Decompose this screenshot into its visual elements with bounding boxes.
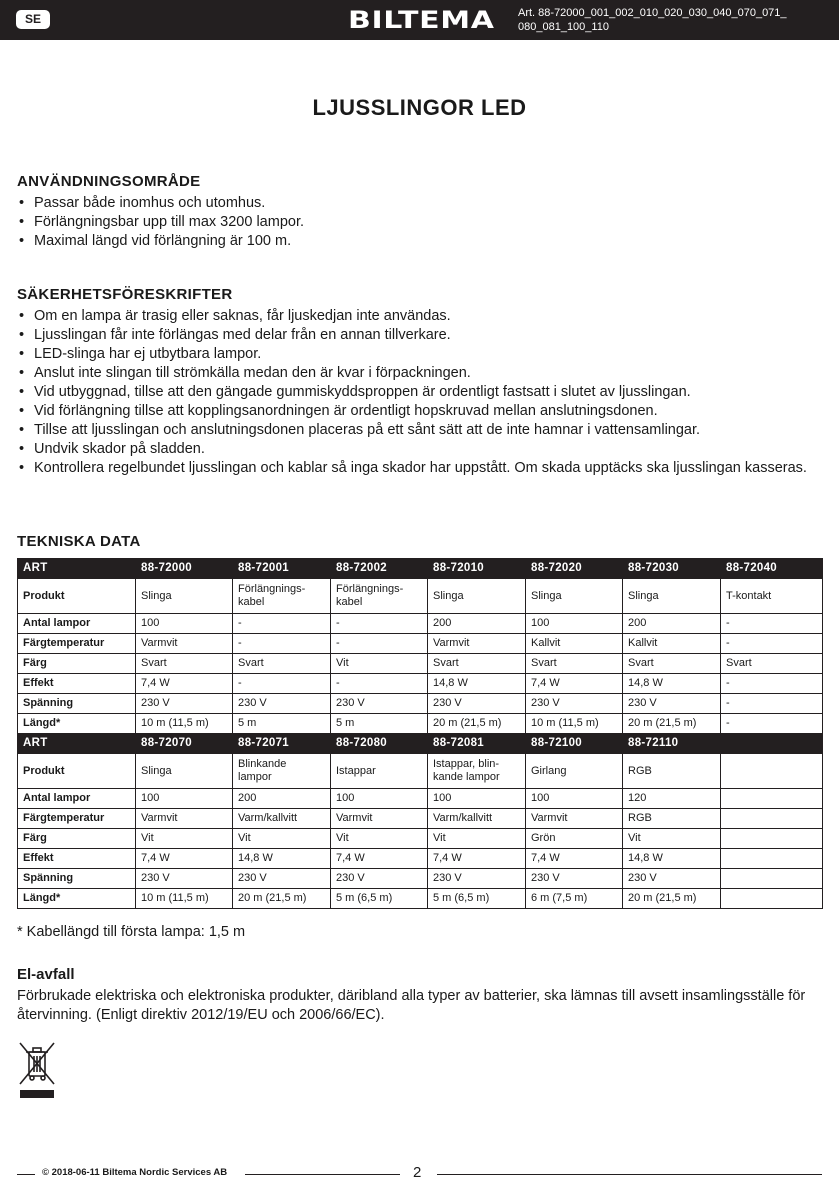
table-cell: Varmvit	[331, 809, 428, 829]
row-label: Längd*	[18, 889, 136, 909]
table-cell: 10 m (11,5 m)	[136, 714, 233, 734]
table-cell: Vit	[233, 829, 331, 849]
list-item: • Passar både inomhus och utomhus.	[17, 194, 827, 213]
article-line-1: Art. 88-72000_001_002_010_020_030_040_070_071_	[518, 7, 787, 19]
table-cell: 230 V	[623, 694, 721, 714]
table-cell: 230 V	[233, 869, 331, 889]
table-cell: Varm/kallvitt	[428, 809, 526, 829]
table-cell: 230 V	[526, 869, 623, 889]
table-cell: 5 m	[331, 714, 428, 734]
table-cell: Slinga	[136, 579, 233, 614]
article-numbers	[518, 6, 834, 34]
safety-list	[17, 307, 827, 478]
table-cell: 200	[428, 614, 526, 634]
table-cell: RGB	[623, 754, 721, 789]
table-cell: Grön	[526, 829, 623, 849]
table-cell: Svart	[136, 654, 233, 674]
table-cell: Girlang	[526, 754, 623, 789]
table-cell: 230 V	[331, 869, 428, 889]
article-number: 88-72110	[623, 734, 721, 754]
row-label: Färg	[18, 829, 136, 849]
table-row	[18, 694, 823, 714]
table-cell: 6 m (7,5 m)	[526, 889, 623, 909]
table-cell: -	[233, 614, 331, 634]
table-cell: 230 V	[331, 694, 428, 714]
table-cell: 20 m (21,5 m)	[233, 889, 331, 909]
list-item: • Tillse att ljusslingan och anslutningsdonen placeras på ett sånt sätt att de inte hamnar i vattensamlingar.	[17, 421, 827, 440]
table-cell: 7,4 W	[136, 849, 233, 869]
row-label: Spänning	[18, 694, 136, 714]
table-cell: Vit	[331, 829, 428, 849]
brand-logo: BILTEMA	[348, 6, 495, 34]
table-cell: Svart	[233, 654, 331, 674]
table-cell: Vit	[331, 654, 428, 674]
table-cell: Kallvit	[526, 634, 623, 654]
row-label: Färg	[18, 654, 136, 674]
list-item: • Om en lampa är trasig eller saknas, får ljuskedjan inte användas.	[17, 307, 827, 326]
table-cell: 20 m (21,5 m)	[623, 714, 721, 734]
table-cell: Istappar	[331, 754, 428, 789]
table-cell: -	[721, 714, 823, 734]
footer-rule-left	[17, 1174, 35, 1175]
art-label: ART	[18, 559, 136, 579]
article-number: 88-72000	[136, 559, 233, 579]
article-number	[721, 734, 823, 754]
table-cell	[721, 869, 823, 889]
usage-list	[17, 194, 827, 251]
table-cell: 14,8 W	[623, 674, 721, 694]
row-label: Spänning	[18, 869, 136, 889]
article-number: 88-72020	[526, 559, 623, 579]
list-item: • Vid förlängning tillse att kopplingsanordningen är ordentligt hopskruvad mellan anslutningsdonen.	[17, 402, 827, 421]
table-row	[18, 579, 823, 614]
table-cell: 14,8 W	[428, 674, 526, 694]
disposal-text: Förbrukade elektriska och elektroniska produkter, däribland alla typer av batterier, ska lämnas till avsett insamlingsställe för återvinning. (Enligt direktiv 2012/19/EU och 2006/66/EC).	[17, 988, 806, 1023]
table-cell: 7,4 W	[136, 674, 233, 694]
table-cell: Vit	[136, 829, 233, 849]
table-cell: RGB	[623, 809, 721, 829]
table-cell	[721, 809, 823, 829]
row-label: Produkt	[18, 579, 136, 614]
table-cell: Varmvit	[136, 634, 233, 654]
table-cell: Slinga	[136, 754, 233, 789]
article-number: 88-72002	[331, 559, 428, 579]
table-cell: 20 m (21,5 m)	[428, 714, 526, 734]
table-cell	[721, 789, 823, 809]
table-cell: 100	[526, 614, 623, 634]
table-cell: 120	[623, 789, 721, 809]
footer-copyright: © 2018-06-11 Biltema Nordic Services AB	[42, 1167, 228, 1178]
table-cell: 100	[428, 789, 526, 809]
table-cell: 7,4 W	[526, 674, 623, 694]
article-number: 88-72100	[526, 734, 623, 754]
table-cell: 7,4 W	[526, 849, 623, 869]
table-header-row	[18, 559, 823, 579]
list-item: • Undvik skador på sladden.	[17, 440, 827, 459]
row-label: Produkt	[18, 754, 136, 789]
article-number: 88-72071	[233, 734, 331, 754]
table-cell: -	[721, 694, 823, 714]
table-row	[18, 674, 823, 694]
table-cell: -	[721, 634, 823, 654]
article-number: 88-72010	[428, 559, 526, 579]
table-header-row	[18, 734, 823, 754]
table-cell: Förlängnings- kabel	[233, 579, 331, 614]
table-cell: 100	[331, 789, 428, 809]
table-cell: 5 m	[233, 714, 331, 734]
table-cell: -	[331, 634, 428, 654]
table-cell: Förlängnings- kabel	[331, 579, 428, 614]
table-cell: 100	[136, 614, 233, 634]
disposal-heading: El-avfall	[17, 966, 75, 983]
table-row	[18, 889, 823, 909]
list-item: • Anslut inte slingan till strömkälla medan den är kvar i förpackningen.	[17, 364, 827, 383]
table-cell: 20 m (21,5 m)	[623, 889, 721, 909]
table-cell: Svart	[428, 654, 526, 674]
list-item: • LED-slinga har ej utbytbara lampor.	[17, 345, 827, 364]
list-item: • Förlängningsbar upp till max 3200 lampor.	[17, 213, 827, 232]
table-cell: 230 V	[136, 694, 233, 714]
table-cell: 200	[233, 789, 331, 809]
list-item: • Vid utbyggnad, tillse att den gängade gummiskyddsproppen är ordentligt fastsatt i slutet av ljusslingan.	[17, 383, 827, 402]
table-cell: Slinga	[526, 579, 623, 614]
table-cell: Vit	[623, 829, 721, 849]
table-cell: -	[233, 634, 331, 654]
table-row	[18, 829, 823, 849]
table-cell	[721, 889, 823, 909]
table-cell: 7,4 W	[428, 849, 526, 869]
article-number: 88-72081	[428, 734, 526, 754]
article-number: 88-72040	[721, 559, 823, 579]
table-cell: 230 V	[526, 694, 623, 714]
article-number: 88-72030	[623, 559, 721, 579]
table-cell: Svart	[623, 654, 721, 674]
row-label: Effekt	[18, 674, 136, 694]
table-row	[18, 809, 823, 829]
table-row	[18, 634, 823, 654]
table-cell	[721, 829, 823, 849]
table-cell: 14,8 W	[623, 849, 721, 869]
page-title: LJUSSLINGOR LED	[312, 95, 527, 120]
row-label: Längd*	[18, 714, 136, 734]
tech-heading: TEKNISKA DATA	[17, 533, 141, 550]
table-cell: Svart	[526, 654, 623, 674]
table-cell: -	[331, 614, 428, 634]
table-cell	[721, 754, 823, 789]
list-item: • Kontrollera regelbundet ljusslingan och kablar så inga skador har uppstått. Om skada upptäcks ska ljusslingan kasseras.	[17, 459, 827, 478]
row-label: Färgtemperatur	[18, 809, 136, 829]
table-row	[18, 869, 823, 889]
table-cell: 230 V	[233, 694, 331, 714]
table-cell: 7,4 W	[331, 849, 428, 869]
weee-crossed-bin-icon	[17, 1040, 57, 1102]
list-item: • Maximal längd vid förlängning är 100 m.	[17, 232, 827, 251]
usage-heading: ANVÄNDNINGSOMRÅDE	[17, 173, 201, 190]
table-cell: 10 m (11,5 m)	[526, 714, 623, 734]
article-number: 88-72080	[331, 734, 428, 754]
list-item: • Ljusslingan får inte förlängas med delar från en annan tillverkare.	[17, 326, 827, 345]
row-label: Färgtemperatur	[18, 634, 136, 654]
table-cell: Varmvit	[526, 809, 623, 829]
table-cell	[721, 849, 823, 869]
table-row	[18, 754, 823, 789]
table-row	[18, 614, 823, 634]
table-cell: Slinga	[428, 579, 526, 614]
row-label: Effekt	[18, 849, 136, 869]
table-cell: -	[331, 674, 428, 694]
row-label: Antal lampor	[18, 614, 136, 634]
table-cell: T-kontakt	[721, 579, 823, 614]
page-number: 2	[413, 1164, 422, 1181]
table-cell: -	[721, 674, 823, 694]
table-cell: 10 m (11,5 m)	[136, 889, 233, 909]
table-cell: Varmvit	[136, 809, 233, 829]
table-cell: 5 m (6,5 m)	[331, 889, 428, 909]
table-cell: Slinga	[623, 579, 721, 614]
footer-rule-right	[437, 1174, 822, 1175]
table-cell: 230 V	[428, 694, 526, 714]
table-row	[18, 789, 823, 809]
table-cell: Varmvit	[428, 634, 526, 654]
table-cell: 5 m (6,5 m)	[428, 889, 526, 909]
table-row	[18, 654, 823, 674]
table-cell: 230 V	[428, 869, 526, 889]
cable-length-footnote: * Kabellängd till första lampa: 1,5 m	[17, 924, 246, 940]
table-cell: 100	[136, 789, 233, 809]
article-number: 88-72001	[233, 559, 331, 579]
table-cell: -	[233, 674, 331, 694]
table-cell: 230 V	[623, 869, 721, 889]
table-row	[18, 849, 823, 869]
table-cell: Varm/kallvitt	[233, 809, 331, 829]
article-number: 88-72070	[136, 734, 233, 754]
table-cell: Istappar, blin- kande lampor	[428, 754, 526, 789]
safety-heading: SÄKERHETSFÖRESKRIFTER	[17, 286, 233, 303]
tech-data-table	[17, 558, 823, 909]
header-bar	[0, 0, 839, 40]
table-cell: 14,8 W	[233, 849, 331, 869]
article-line-2: 080_081_100_110	[518, 21, 609, 33]
country-badge: SE	[16, 10, 50, 29]
table-cell: -	[721, 614, 823, 634]
table-cell: 100	[526, 789, 623, 809]
table-cell: 230 V	[136, 869, 233, 889]
table-cell: Vit	[428, 829, 526, 849]
art-label: ART	[18, 734, 136, 754]
row-label: Antal lampor	[18, 789, 136, 809]
table-cell: 200	[623, 614, 721, 634]
table-cell: Svart	[721, 654, 823, 674]
table-cell: Kallvit	[623, 634, 721, 654]
table-cell: Blinkande lampor	[233, 754, 331, 789]
table-row	[18, 714, 823, 734]
footer-rule-middle	[245, 1174, 400, 1175]
